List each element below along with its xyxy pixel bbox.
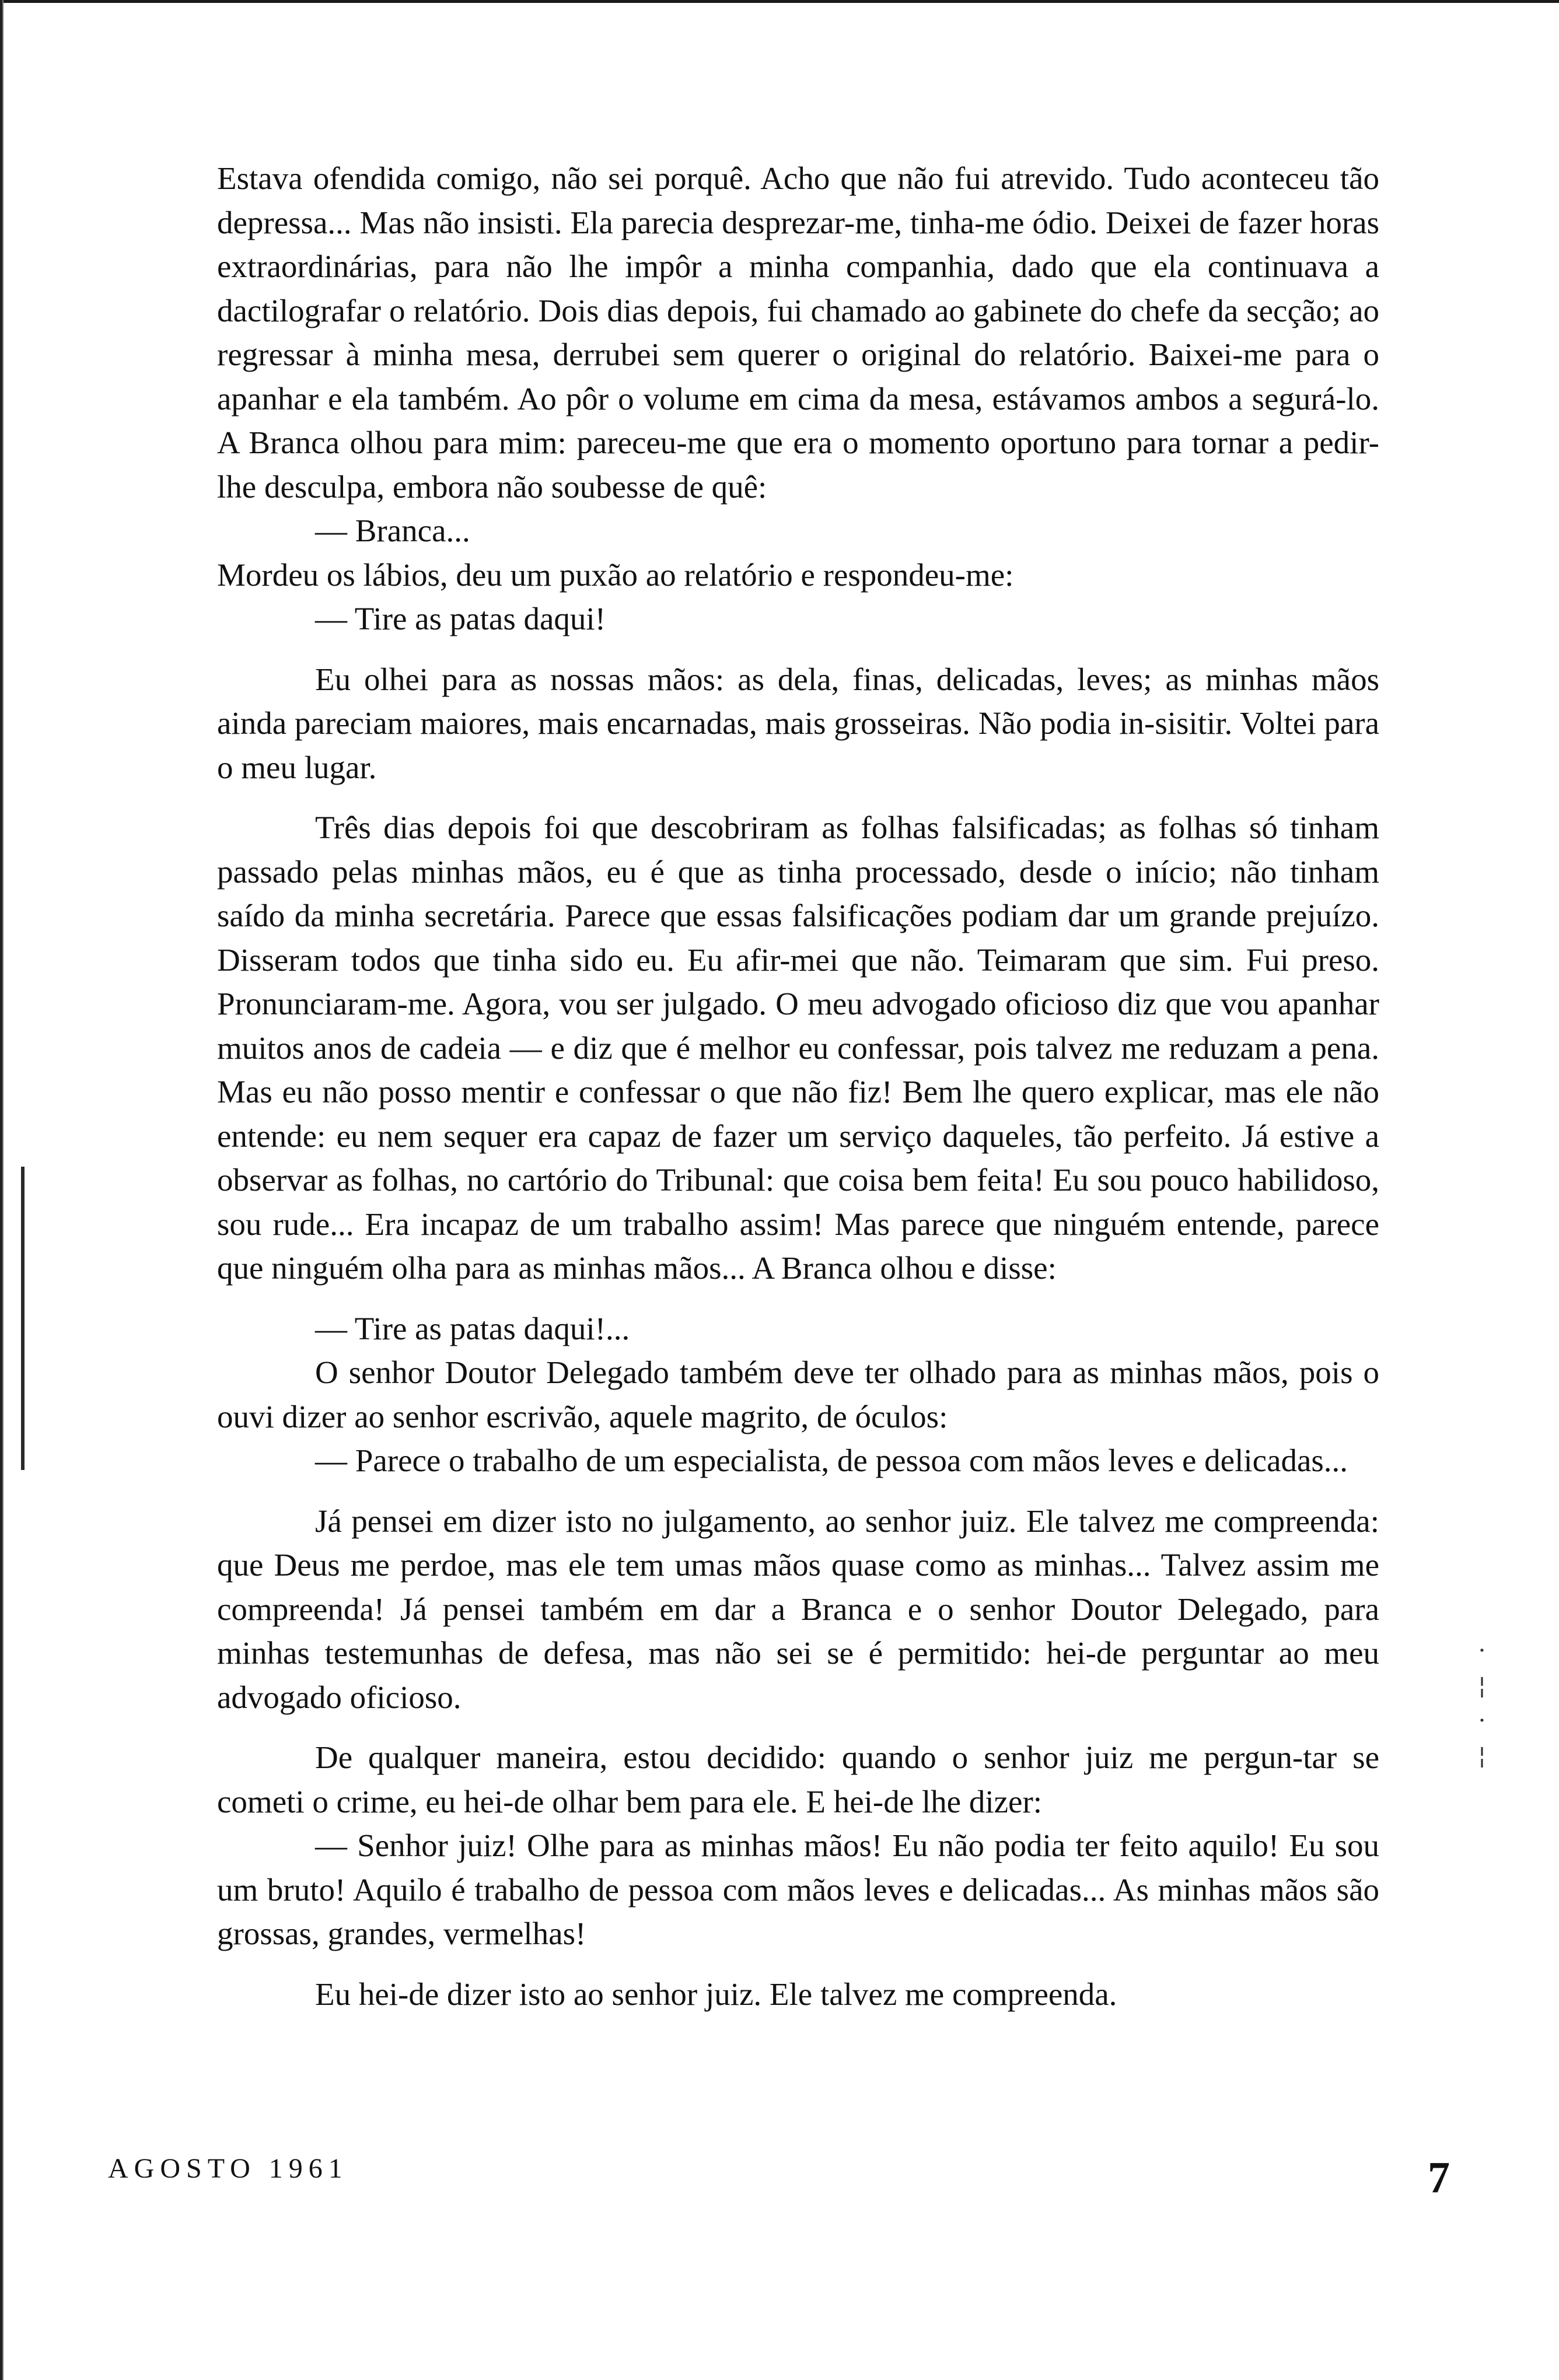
margin-scribble <box>1470 1633 1494 1843</box>
paragraph-8: Eu hei-de dizer isto ao senhor juiz. Ele talvez me compreenda. <box>315 1976 1117 2012</box>
paragraph-1: Estava ofendida comigo, não sei porquê. Acho que não fui atrevido. Tudo aconteceu tão depressa... Mas não insisti. Ela parecia desprezar-me, tinha-me ódio. Deixei de fazer horas extraordinárias, para não lhe impôr a minha companhia, dado que ela continuava a dactilografar o relatório. Dois dias depois, fui chamado ao gabinete do chefe da secção; ao regressar à minha mesa, derrubei sem querer o original do relatório. Baixei-me para o apanhar e ela também. Ao pôr o volume em cima da mesa, estávamos ambos a segurá-lo. A Branca olhou para mim: pareceu-me que era o momento oportuno para tornar a pedir-lhe desculpa, embora não soubesse de quê: <box>217 160 1379 505</box>
dialog-line-5: — Senhor juiz! Olhe para as minhas mãos! Eu não podia ter feito aquilo! Eu sou um bruto! Aquilo é trabalho de pessoa com mãos leves e delicadas... As minhas mãos são grossas, grandes, vermelhas! <box>217 1828 1379 1951</box>
page-footer <box>108 2152 1450 2222</box>
margin-mark-1: · <box>1478 1637 1486 1664</box>
margin-mark-3: · <box>1478 1707 1486 1734</box>
paragraph-3: Eu olhei para as nossas mãos: as dela, finas, delicadas, leves; as minhas mãos ainda pareciam maiores, mais encarnadas, mais grosseiras. Não podia in-sisitir. Voltei para o meu lugar. <box>217 661 1379 785</box>
paragraph-5: O senhor Doutor Delegado também deve ter olhado para as minhas mãos, pois o ouvi dizer ao senhor escrivão, aquele magrito, de óculos: <box>217 1354 1379 1434</box>
dialog-line-4: — Parece o trabalho de um especialista, de pessoa com mãos leves e delicadas... <box>315 1443 1348 1478</box>
margin-mark-2: ¦ <box>1478 1672 1486 1699</box>
paragraph-4: Três dias depois foi que descobriram as folhas falsificadas; as folhas só tinham passado pelas minhas mãos, eu é que as tinha processado, desde o início; não tinham saído da minha secretária. Parece que essas falsificações podiam dar um grande prejuízo. Disseram todos que tinha sido eu. Eu afir-mei que não. Teimaram que sim. Fui preso. Pronunciaram-me. Agora, vou ser julgado. O meu advogado oficioso diz que vou apanhar muitos anos de cadeia — e diz que é melhor eu confessar, pois talvez me reduzam a pena. Mas eu não posso mentir e confessar o que não fiz! Bem lhe quero explicar, mas ele não entende: eu nem sequer era capaz de fazer um serviço daqueles, tão perfeito. Já estive a observar as folhas, no cartório do Tribunal: que coisa bem feita! Eu sou pouco habilidoso, sou rude... Era incapaz de um trabalho assim! Mas parece que ninguém entende, parece que ninguém olha para as minhas mãos... A Branca olhou e disse: <box>217 810 1379 1286</box>
margin-mark-4: ¦ <box>1478 1742 1486 1769</box>
dialog-line-3: — Tire as patas daqui!... <box>315 1310 630 1346</box>
paragraph-6: Já pensei em dizer isto no julgamento, ao senhor juiz. Ele talvez me compreenda: que Deus me perdoe, mas ele tem umas mãos quase como as minhas... Talvez assim me compreenda! Já pensei também em dar a Branca e o senhor Doutor Delegado, para minhas testemunhas de defesa, mas não sei se é permitido: hei-de perguntar ao meu advogado oficioso. <box>217 1503 1379 1715</box>
page-number: 7 <box>1428 2153 1450 2202</box>
scan-edge-mark <box>21 1167 25 1470</box>
paragraph-7: De qualquer maneira, estou decidido: quando o senhor juiz me pergun-tar se cometi o crime, eu hei-de olhar bem para ele. E hei-de lhe dizer: <box>217 1740 1379 1819</box>
article-body <box>217 156 1379 2016</box>
dialog-line-1: — Branca... <box>315 513 470 548</box>
scan-edge-left <box>0 0 6 2380</box>
scan-edge-top <box>0 0 1559 3</box>
paragraph-2: Mordeu os lábios, deu um puxão ao relatório e respondeu-me: <box>217 556 1014 593</box>
footer-month-year: AGOSTO 1961 <box>108 2153 348 2184</box>
dialog-line-2: — Tire as patas daqui! <box>315 601 606 636</box>
